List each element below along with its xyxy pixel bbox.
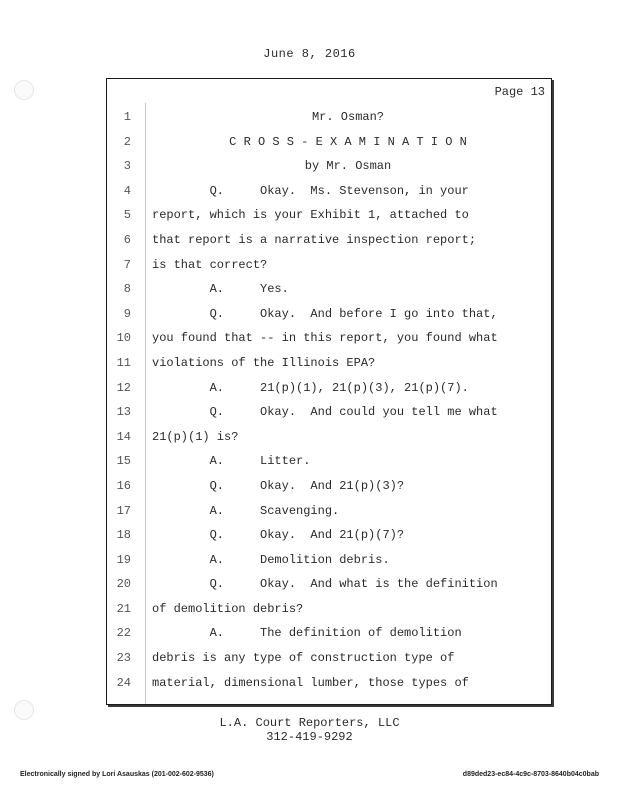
transcript-line — [107, 572, 551, 597]
line-text: material, dimensional lumber, those types of — [152, 675, 469, 690]
line-text: A. Yes. — [152, 282, 289, 297]
line-number: 12 — [116, 380, 131, 395]
transcript-line — [107, 523, 551, 548]
transcript-line — [107, 154, 551, 179]
line-number: 16 — [116, 478, 131, 493]
transcript-line — [107, 302, 551, 327]
line-text: A. The definition of demolition — [152, 626, 462, 641]
line-number: 8 — [123, 282, 131, 297]
electronic-signature: Electronically signed by Lori Asauskas (201-002-602-9536) — [20, 771, 214, 778]
transcript-line — [107, 499, 551, 524]
transcript-line — [107, 130, 551, 155]
line-number: 11 — [116, 355, 131, 370]
line-text: violations of the Illinois EPA? — [152, 355, 376, 370]
transcript-line — [107, 621, 551, 646]
line-number: 6 — [123, 232, 131, 247]
line-text: Q. Okay. Ms. Stevenson, in your — [152, 183, 469, 198]
transcript-line — [107, 548, 551, 573]
line-number: 13 — [116, 405, 131, 420]
line-number: 5 — [123, 208, 131, 223]
line-text: report, which is your Exhibit 1, attached to — [152, 208, 469, 223]
transcript-line — [107, 425, 551, 450]
line-text: Mr. Osman? — [311, 110, 384, 124]
line-number: 7 — [123, 257, 131, 272]
line-text: Q. Okay. And what is the definition — [152, 577, 498, 592]
line-number: 1 — [123, 110, 131, 124]
line-text: Q. Okay. And 21(p)(3)? — [152, 478, 405, 493]
line-text: 21(p)(1) is? — [152, 429, 239, 444]
line-number: 18 — [116, 528, 131, 543]
line-number: 22 — [116, 626, 131, 641]
reporter-footer — [0, 716, 619, 744]
transcript-line — [107, 597, 551, 622]
line-number: 21 — [116, 601, 131, 616]
line-text: debris is any type of construction type of — [152, 651, 455, 666]
line-number: 17 — [116, 503, 131, 518]
transcript-date: June 8, 2016 — [263, 47, 356, 61]
transcript-line — [107, 449, 551, 474]
transcript-lines — [107, 105, 551, 695]
line-text: A. 21(p)(1), 21(p)(3), 21(p)(7). — [152, 380, 469, 395]
line-text: A. Scavenging. — [152, 503, 340, 518]
document-hash: d89ded23-ec84-4c9c-8703-8640b04c0bab — [462, 771, 599, 778]
line-text: of demolition debris? — [152, 601, 304, 616]
line-text: A. Demolition debris. — [152, 552, 390, 567]
reporter-phone: 312-419-9292 — [266, 730, 353, 744]
transcript-line — [107, 400, 551, 425]
line-number: 24 — [116, 675, 131, 690]
transcript-line — [107, 671, 551, 696]
punch-hole-top — [14, 80, 34, 100]
transcript-line — [107, 646, 551, 671]
line-text: A. Litter. — [152, 454, 311, 469]
transcript-line — [107, 203, 551, 228]
line-text: you found that -- in this report, you found what — [152, 331, 498, 346]
line-number: 9 — [123, 306, 131, 321]
line-text: that report is a narrative inspection report; — [152, 232, 477, 247]
line-number: 15 — [116, 454, 131, 469]
line-number: 3 — [123, 159, 131, 174]
line-number: 23 — [116, 651, 131, 666]
transcript-line — [107, 253, 551, 278]
line-number: 4 — [123, 183, 131, 198]
line-text: Q. Okay. And could you tell me what — [152, 405, 498, 420]
transcript-line — [107, 326, 551, 351]
transcript-line — [107, 277, 551, 302]
line-number: 10 — [116, 331, 131, 346]
line-text: by Mr. Osman — [304, 159, 392, 174]
line-number: 20 — [116, 577, 131, 592]
line-text: Q. Okay. And 21(p)(7)? — [152, 528, 405, 543]
line-number: 2 — [123, 134, 131, 149]
transcript-line — [107, 179, 551, 204]
transcript-line — [107, 351, 551, 376]
transcript-line — [107, 474, 551, 499]
line-text: is that correct? — [152, 257, 268, 272]
line-text: Q. Okay. And before I go into that, — [152, 306, 498, 321]
line-number: 19 — [116, 552, 131, 567]
line-text: C R O S S - E X A M I N A T I O N — [229, 134, 467, 149]
reporter-company: L.A. Court Reporters, LLC — [219, 716, 400, 730]
page-number: Page 13 — [494, 85, 545, 99]
line-number: 14 — [116, 429, 131, 444]
transcript-line — [107, 105, 551, 130]
transcript-line — [107, 228, 551, 253]
transcript-line — [107, 376, 551, 401]
transcript-page-frame — [106, 78, 552, 705]
